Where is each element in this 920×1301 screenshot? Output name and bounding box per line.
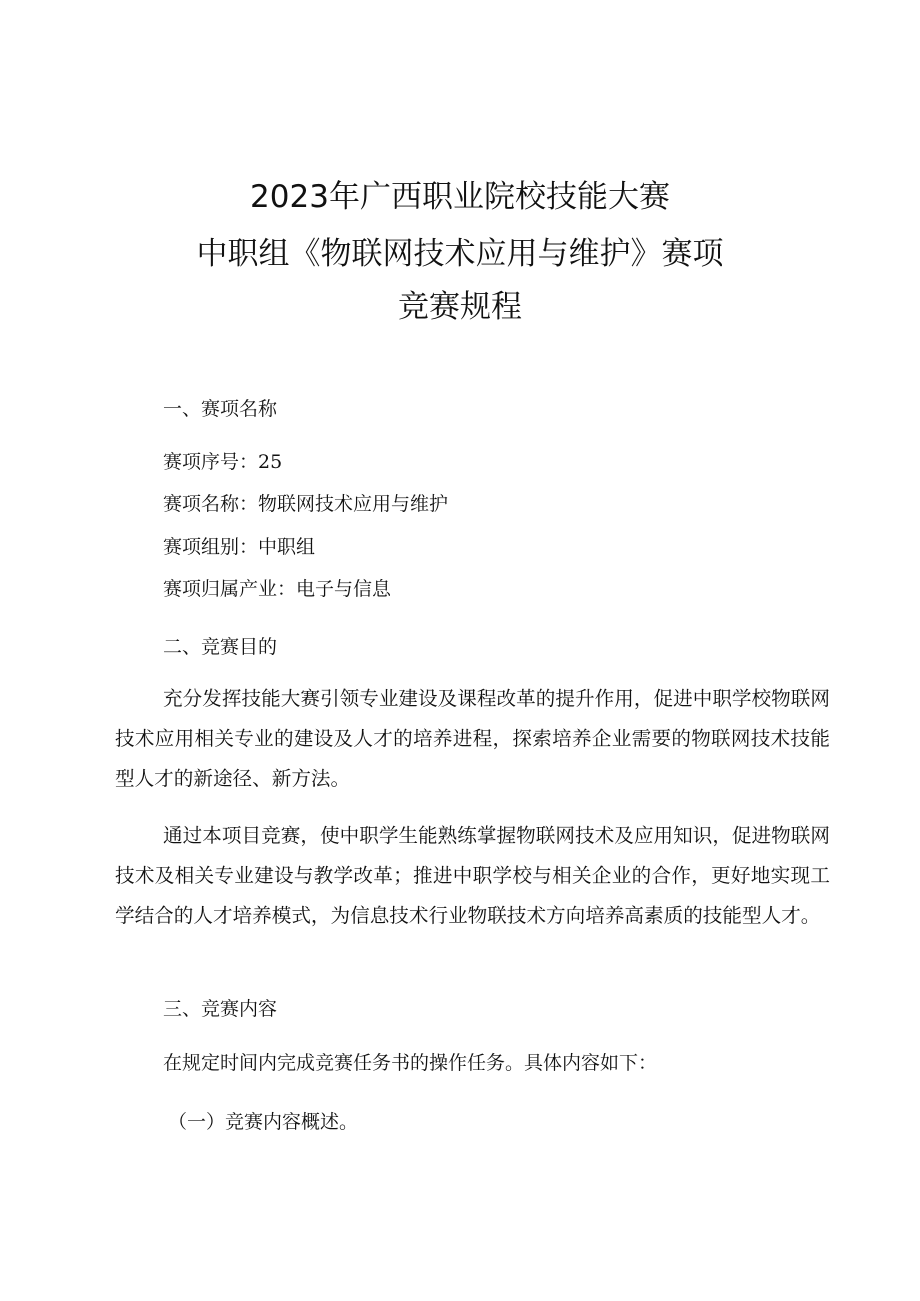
field-event-industry: 赛项归属产业：电子与信息 [163,578,392,600]
document-title-line-2: 中职组《物联网技术应用与维护》赛项 [196,236,724,272]
field-event-group: 赛项组别：中职组 [163,536,316,558]
field-event-name: 赛项名称：物联网技术应用与维护 [163,493,449,515]
section-2-paragraph-1 [115,679,830,799]
section-2-paragraph-2-text: 通过本项目竞赛，使中职学生能熟练掌握物联网技术及应用知识，促进物联网技术及相关专业建设与教学改革；推进中职学校与相关企业的合作，更好地实现工学结合的人才培养模式，为信息技术行业物联技术方向培养高素质的技能型人才。 [115,824,830,927]
document-title-line-1: 2023年广西职业院校技能大赛 [250,179,670,215]
section-1-heading: 一、赛项名称 [163,398,278,420]
section-3-heading: 三、竞赛内容 [163,998,278,1020]
section-2-paragraph-1-text: 充分发挥技能大赛引领专业建设及课程改革的提升作用，促进中职学校物联网技术应用相关专业的建设及人才的培养进程，探索培养企业需要的物联网技术技能型人才的新途径、新方法。 [115,687,830,790]
field-event-number: 赛项序号：25 [163,451,283,473]
section-2-paragraph-2 [115,816,830,936]
document-title-line-3: 竞赛规程 [398,289,522,325]
section-3-sub-heading: （一）竞赛内容概述。 [168,1111,359,1133]
section-2-heading: 二、竞赛目的 [163,636,278,658]
section-3-intro: 在规定时间内完成竞赛任务书的操作任务。具体内容如下： [163,1052,658,1074]
